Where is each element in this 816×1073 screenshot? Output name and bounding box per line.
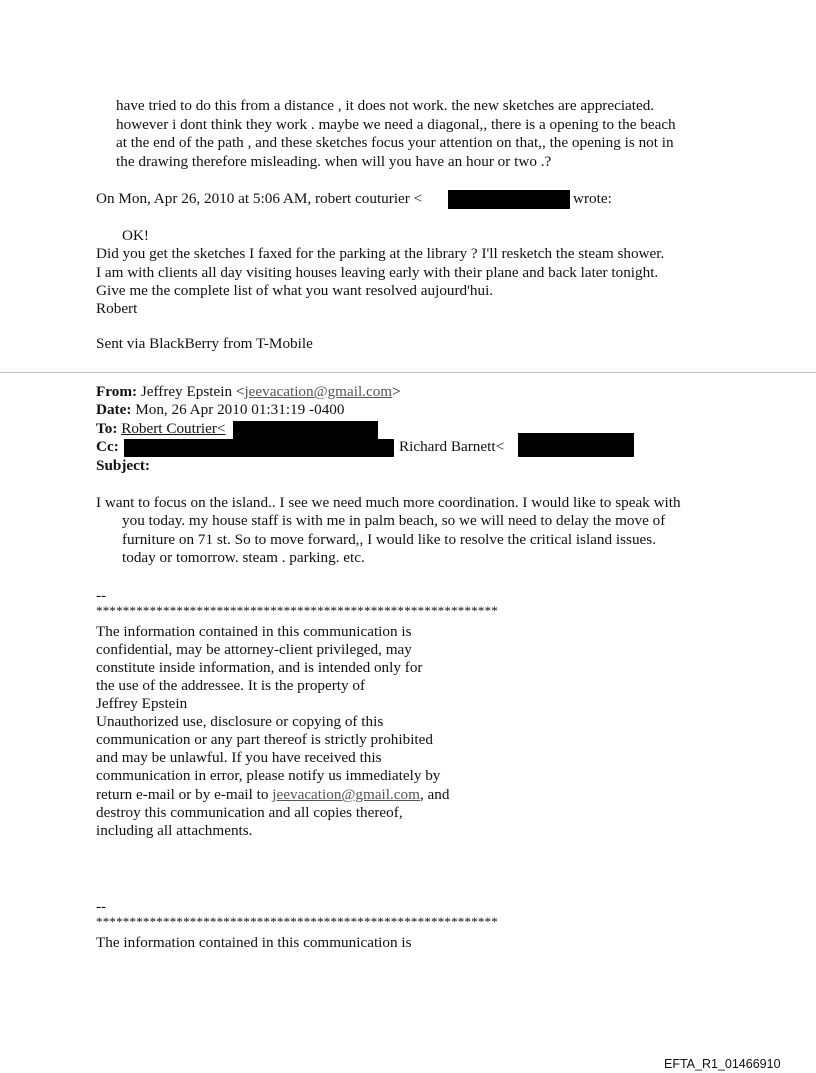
from-name: Jeffrey Epstein < bbox=[140, 383, 245, 400]
subject-label: Subject: bbox=[96, 457, 150, 474]
separator-rule bbox=[0, 372, 816, 373]
robert-ok: OK! bbox=[122, 227, 149, 244]
quoted-line-1: have tried to do this from a distance , it does not work. the new sketches are appreciated. bbox=[116, 97, 655, 114]
cc-label: Cc: bbox=[96, 438, 119, 455]
disclaimer-line-3: constitute inside information, and is intended only for bbox=[96, 659, 423, 676]
disclaimer-line-4: the use of the addressee. It is the property of bbox=[96, 677, 366, 694]
cc-second-recipient: Richard Barnett< bbox=[399, 438, 505, 455]
header-to bbox=[96, 420, 226, 438]
quoted-line-3: at the end of the path , and these sketches focus your attention on that,, the opening is not in bbox=[116, 134, 674, 151]
reply-header-suffix: wrote: bbox=[573, 190, 612, 207]
body-line-4: today or tomorrow. steam . parking. etc. bbox=[122, 549, 365, 566]
reply-header bbox=[96, 190, 422, 208]
robert-line-3: Give me the complete list of what you want resolved aujourd'hui. bbox=[96, 282, 494, 299]
disclaimer2-dashes: -- bbox=[96, 898, 107, 915]
date-label: Date: bbox=[96, 401, 132, 418]
to-label: To: bbox=[96, 420, 118, 437]
quoted-line-2: however i dont think they work . maybe we need a diagonal,, there is a opening to the beach bbox=[116, 116, 676, 133]
quoted-line-4: the drawing therefore misleading. when will you have an hour or two .? bbox=[116, 153, 552, 170]
document-id: EFTA_R1_01466910 bbox=[664, 1057, 781, 1071]
to-value: Robert Coutrier< bbox=[121, 420, 226, 437]
header-from bbox=[96, 383, 401, 401]
robert-signature: Sent via BlackBerry from T-Mobile bbox=[96, 335, 313, 352]
disclaimer2-line: The information contained in this communication is bbox=[96, 934, 412, 951]
disclaimer-line-5: Jeffrey Epstein bbox=[96, 695, 188, 712]
disclaimer-tail-1: destroy this communication and all copies thereof, bbox=[96, 804, 403, 821]
from-label: From: bbox=[96, 383, 138, 400]
disclaimer-dashes: -- bbox=[96, 587, 107, 604]
date-value: Mon, 26 Apr 2010 01:31:19 -0400 bbox=[135, 401, 345, 418]
from-email-link[interactable]: jeevacation@gmail.com bbox=[244, 383, 393, 400]
robert-line-4: Robert bbox=[96, 300, 138, 317]
header-subject bbox=[96, 457, 150, 475]
from-close: > bbox=[392, 383, 401, 400]
redaction-bar bbox=[518, 433, 634, 457]
disclaimer-line-8: and may be unlawful. If you have received this bbox=[96, 749, 382, 766]
body-line-1: I want to focus on the island.. I see we need much more coordination. I would like to speak with bbox=[96, 494, 681, 511]
disclaimer-email-link[interactable]: jeevacation@gmail.com bbox=[272, 786, 420, 803]
disclaimer-line-1: The information contained in this communication is bbox=[96, 623, 412, 640]
disclaimer-tail-2: including all attachments. bbox=[96, 822, 253, 839]
disclaimer-line-7: communication or any part thereof is strictly prohibited bbox=[96, 731, 433, 748]
disclaimer-line-9: communication in error, please notify us immediately by bbox=[96, 767, 441, 784]
header-cc bbox=[96, 438, 119, 456]
body-line-2: you today. my house staff is with me in palm beach, so we will need to delay the move of bbox=[122, 512, 666, 529]
disclaimer-email-prefix: return e-mail or by e-mail to bbox=[96, 786, 273, 803]
robert-line-1: Did you get the sketches I faxed for the parking at the library ? I'll resketch the steam shower. bbox=[96, 245, 665, 262]
disclaimer-stars: ************************************************************ bbox=[96, 603, 498, 618]
header-date bbox=[96, 401, 344, 419]
robert-line-2: I am with clients all day visiting houses leaving early with their plane and back later tonight. bbox=[96, 264, 659, 281]
body-line-3: furniture on 71 st. So to move forward,, I would like to resolve the critical island issues. bbox=[122, 531, 656, 548]
disclaimer2-stars: ************************************************************ bbox=[96, 914, 498, 929]
disclaimer-line-6: Unauthorized use, disclosure or copying of this bbox=[96, 713, 384, 730]
disclaimer-email-suffix: , and bbox=[419, 786, 450, 803]
redaction-bar bbox=[233, 421, 378, 439]
redaction-bar bbox=[448, 190, 570, 209]
disclaimer-line-2: confidential, may be attorney-client privileged, may bbox=[96, 641, 412, 658]
redaction-bar bbox=[124, 439, 394, 457]
reply-header-prefix: On Mon, Apr 26, 2010 at 5:06 AM, robert couturier < bbox=[96, 190, 423, 207]
disclaimer-email-line bbox=[96, 786, 449, 804]
